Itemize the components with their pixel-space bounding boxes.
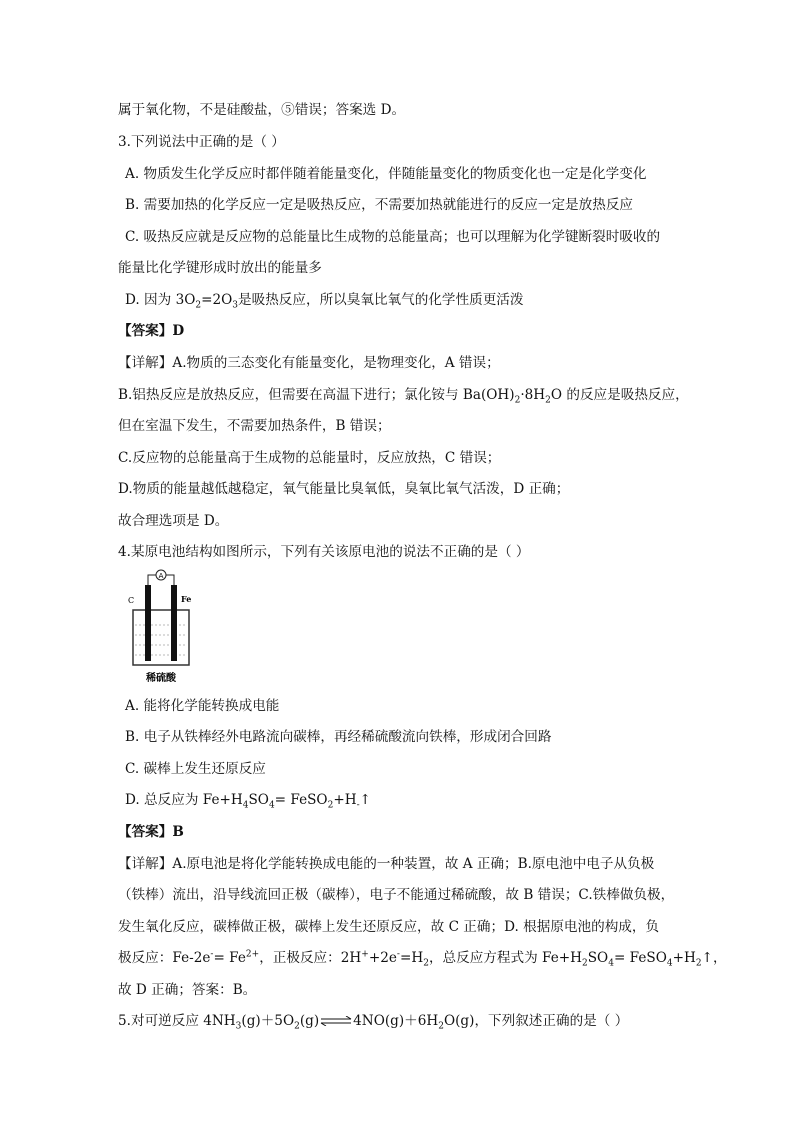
- option-4c: C. 碳棒上发生还原反应: [125, 761, 266, 777]
- explain-4-line2: （铁棒）流出，沿导线流回正极（碳棒），电子不能通过稀硫酸，故 B 错误；C.铁棒做负极，: [118, 887, 675, 903]
- carbon-rod: [145, 585, 151, 661]
- explain-3-b-cont: 但在室温下发生，不需要加热条件，B 错误；: [118, 418, 391, 434]
- explain-3-c: C.反应物的总能量高于生成物的总能量时，反应放热，C 错误；: [118, 450, 501, 466]
- option-3a: A. 物质发生化学反应时都伴随着能量变化，伴随能量变化的物质变化也一定是化学变化: [125, 166, 647, 182]
- answer-4: 【答案】B: [118, 824, 184, 840]
- explain-4-line3: 发生氧化反应，碳棒做正极，碳棒上发生还原反应，故 C 正确；D. 根据原电池的构成，负: [118, 919, 660, 935]
- galvanic-cell-diagram: [118, 565, 204, 687]
- explain-4: 【详解】A.原电池是将化学能转换成电能的一种装置，故 A 正确；B.原电池中电子从负极: [118, 856, 655, 872]
- option-3b: B. 需要加热的化学反应一定是吸热反应，不需要加热就能进行的反应一定是放热反应: [125, 197, 634, 213]
- option-3c: C. 吸热反应就是反应物的总能量比生成物的总能量高；也可以理解为化学键断裂时吸收的: [125, 229, 661, 245]
- option-4b: B. 电子从铁棒经外电路流向碳棒，再经稀硫酸流向铁棒，形成闭合回路: [125, 729, 552, 745]
- electrolyte-label: 稀硫酸: [146, 673, 176, 684]
- iron-electrode-label: Fe: [181, 594, 192, 604]
- beaker-shape: [133, 610, 189, 665]
- conclusion-4: 故 D 正确；答案：B。: [118, 982, 257, 998]
- explain-3-d: D.物质的能量越低越稳定，氧气能量比臭氧低，臭氧比氧气活泼，D 正确；: [118, 481, 570, 497]
- carbon-electrode-label: C: [128, 596, 135, 605]
- explain-3: 【详解】A.物质的三态变化有能量变化，是物理变化，A 错误；: [118, 355, 500, 371]
- text-line: 属于氧化物，不是硅酸盐，⑤错误；答案选 D。: [118, 102, 406, 118]
- option-4a: A. 能将化学能转换成电能: [125, 698, 280, 714]
- answer-3: 【答案】D: [118, 323, 185, 339]
- question-5: 5.对可逆反应 $4NH_3(g)+5O_2(g)$ $4NO(g)+6H_2O(g)$，下列叙述正确的是（ ）: [118, 1013, 629, 1032]
- option-4d: D. 总反应为 $Fe+H_4SO_4=$ $FeSO_2+H_-↑$: [125, 792, 371, 811]
- option-3d: D. 因为 $3O_2=2O_3$是吸热反应，所以臭氧比氧气的化学性质更活泼: [125, 292, 524, 311]
- meter-label: A: [158, 572, 164, 580]
- option-3c-cont: 能量比化学键形成时放出的能量多: [118, 260, 322, 276]
- explain-3-b: B.铝热反应是放热反应，但需要在高温下进行；氯化铵与 $Ba(OH)_2\cdot 8H_2O$ 的反应是吸热反应，: [118, 387, 689, 406]
- conclusion-3: 故合理选项是 D。: [118, 513, 229, 529]
- equilibrium-arrow-icon: [319, 1013, 353, 1031]
- explain-4-line4: 极反应：$Fe-2e^-= Fe^{2+}$，正极反应：$2H^++2e^-=H_2$，总反应方程式为 $Fe+H_2SO_4=$ $FeSO_4+H_2↑$，: [118, 949, 727, 969]
- question-3: 3.下列说法中正确的是（ ）: [118, 134, 285, 150]
- question-4: 4.某原电池结构如图所示，下列有关该原电池的说法不正确的是（ ）: [118, 544, 530, 560]
- iron-rod: [171, 585, 177, 661]
